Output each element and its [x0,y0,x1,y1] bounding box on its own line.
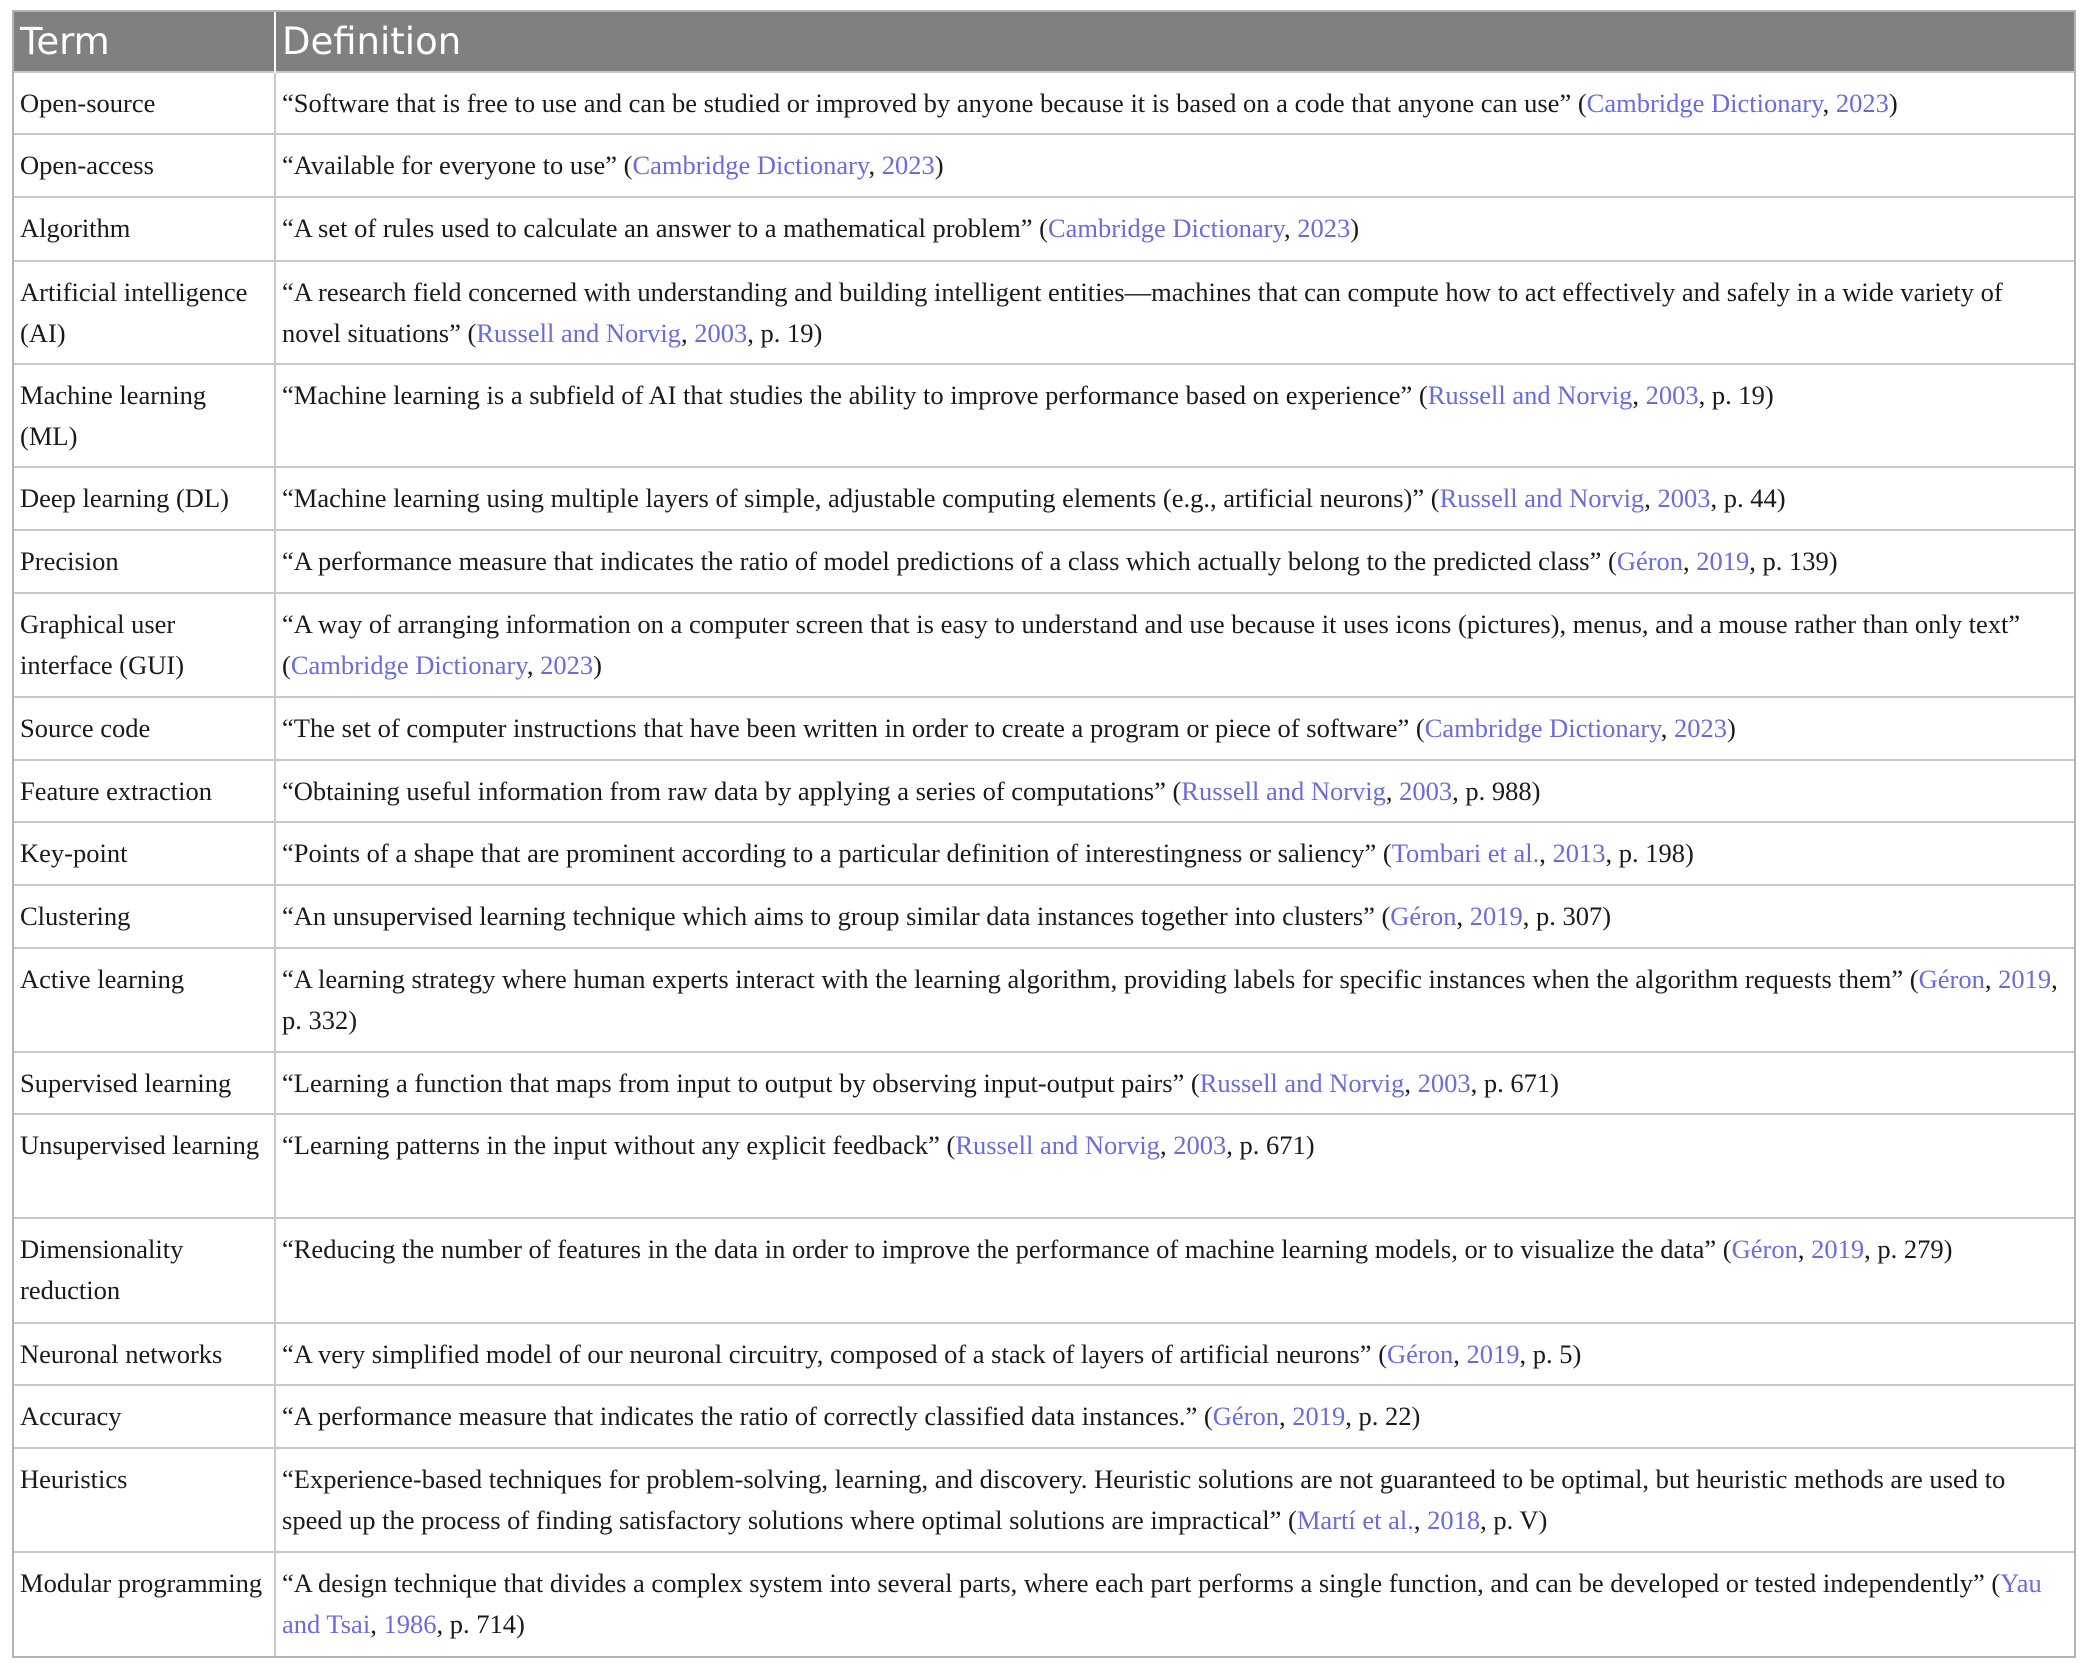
glossary-table-container [12,10,2076,1658]
definition-text: , [1279,1401,1293,1431]
definition-text: , p. 988) [1452,776,1541,807]
citation-link[interactable]: Géron [1616,546,1684,577]
definition-text: , p. 198) [1605,838,1694,869]
definition-cell [275,1052,2074,1114]
definition-cell [275,1448,2074,1551]
table-row [14,1552,2074,1657]
definition-text: “A research field concerned with understanding and building intelligent entities—machines that can compute how to act effectively and safely in a wide variety of novel situations” ( [282,276,2003,348]
definition-text: “Learning patterns in the input without any explicit feedback” ( [282,1130,956,1161]
definition-text: , [370,1608,384,1639]
definition-text: , p. 19) [1698,379,1774,410]
definition-text: “Available for everyone to use” ( [282,150,633,181]
definition-text: , p. 5) [1519,1338,1582,1369]
citation-link[interactable]: Géron [1387,1338,1454,1369]
definition-cell [275,1552,2074,1657]
definition-text: , [1644,483,1658,514]
table-row [14,134,2074,197]
definition-text: , [1453,1338,1467,1369]
definition-cell [275,530,2074,592]
definition-text: , [1404,1067,1418,1098]
definition-text: , p. 139) [1749,546,1838,577]
citation-link[interactable]: Russell and Norvig [955,1130,1160,1161]
citation-link[interactable]: Cambridge Dictionary [1048,213,1284,244]
definition-text: “A performance measure that indicates the ratio of correctly classified data instances.” ( [282,1401,1213,1431]
definition-text: ) [934,150,944,181]
term-cell: Precision [14,530,275,592]
table-header-row [14,12,2074,72]
term-cell: Algorithm [14,197,275,260]
citation-link[interactable]: 2023 [1835,88,1889,118]
term-cell: Modular programming [14,1552,275,1657]
citation-link[interactable]: Russell and Norvig [476,317,681,348]
table-body [14,72,2074,1656]
citation-link[interactable]: 2003 [694,317,748,348]
definition-text: , [1539,838,1553,869]
definition-cell [275,948,2074,1052]
table-row [14,72,2074,134]
term-cell: Open-source [14,72,275,134]
definition-text: “Reducing the number of features in the data in order to improve the performance of machine learning models, or to visualize the data” ( [282,1234,1732,1265]
citation-link[interactable]: 2023 [540,649,594,680]
definition-text: “A way of arranging information on a computer screen that is easy to understand and use because it uses icons (pictures), menus, and a mouse rather than only text” ( [282,608,2021,680]
definition-text: “A learning strategy where human experts interact with the learning algorithm, providing labels for specific instances when the algorithm requests them” ( [282,963,1919,994]
definition-cell [275,760,2074,822]
citation-link[interactable]: Géron [1731,1234,1798,1265]
term-cell: Active learning [14,948,275,1052]
term-cell: Neuronal networks [14,1323,275,1385]
definition-text: “Machine learning using multiple layers of simple, adjustable computing elements (e.g., artificial neurons)” ( [282,483,1440,514]
term-cell: Unsupervised learning [14,1114,275,1218]
definition-text: , [1413,1505,1428,1536]
definition-text: “Software that is free to use and can be studied or improved by anyone because it is based on a code that anyone can use” ( [282,88,1587,118]
definition-text: , [1822,88,1836,118]
definition-text: , [1797,1234,1812,1265]
header-definition: Definition [275,12,2074,72]
definition-cell [275,364,2074,467]
definition-text: , p. 44) [1710,483,1786,514]
term-cell: Heuristics [14,1448,275,1551]
term-cell: Key-point [14,822,275,885]
definition-text: , p. 332) [282,963,2058,1035]
definition-text: , [526,649,541,680]
definition-cell [275,697,2074,760]
citation-link[interactable]: Russell and Norvig [1439,483,1645,514]
term-cell: Source code [14,697,275,760]
table-row [14,467,2074,530]
definition-cell [275,885,2074,947]
definition-text: , p. 19) [747,317,823,348]
definition-text: , [1632,379,1646,410]
citation-link[interactable]: 2019 [1469,901,1523,932]
term-cell: Dimensionality reduction [14,1218,275,1322]
citation-link[interactable]: Géron [1918,963,1985,994]
definition-cell [275,467,2074,530]
definition-text: “The set of computer instructions that have been written in order to create a program or piece of software” ( [282,712,1425,743]
citation-link[interactable]: Russell and Norvig [1181,776,1386,807]
definition-text: “A design technique that divides a complex system into several parts, where each part performs a single function, and can be developed or tested independently” ( [282,1567,2001,1598]
citation-link[interactable]: Cambridge Dictionary [1586,88,1823,118]
definition-text: , p. V) [1480,1505,1548,1536]
citation-link[interactable]: 1986 [383,1608,437,1639]
definition-text: “Points of a shape that are prominent according to a particular definition of interestingness or saliency” ( [282,838,1392,869]
definition-text: ) [1888,88,1898,118]
definition-text: , [1984,963,1999,994]
definition-text: “Obtaining useful information from raw data by applying a series of computations” ( [282,776,1182,807]
citation-link[interactable]: Martí et al. [1296,1505,1414,1536]
citation-link[interactable]: 2003 [1173,1130,1227,1161]
definition-text: , [1159,1130,1174,1161]
citation-link[interactable]: 2023 [1297,213,1351,244]
citation-link[interactable]: 2019 [1998,963,2052,994]
definition-cell [275,261,2074,364]
table-row [14,885,2074,947]
definition-text: ) [593,649,602,680]
definition-cell [275,1114,2074,1218]
table-row [14,364,2074,467]
table-row [14,1114,2074,1218]
citation-link[interactable]: Cambridge Dictionary [632,150,869,181]
definition-text: “Experience-based techniques for problem-solving, learning, and discovery. Heuristic solutions are not guaranteed to be optimal, but heuristic methods are used to speed up the process of finding satisfactory solutions where optimal solutions are impractical” ( [282,1464,2006,1536]
citation-link[interactable]: 2019 [1696,546,1750,577]
table-row [14,1052,2074,1114]
citation-link[interactable]: Yau and Tsai [282,1567,2042,1639]
definition-text: , p. 307) [1522,901,1612,932]
term-cell: Supervised learning [14,1052,275,1114]
definition-cell [275,1323,2074,1385]
table-row [14,760,2074,822]
citation-link[interactable]: 2003 [1657,483,1711,514]
citation-link[interactable]: 2019 [1466,1338,1520,1369]
citation-link[interactable]: Géron [1212,1401,1279,1431]
table-row [14,822,2074,885]
definition-cell [275,134,2074,197]
table-row [14,697,2074,760]
table-row [14,948,2074,1052]
definition-text: , p. 671) [1470,1067,1559,1098]
definition-text: ) [1726,712,1736,743]
definition-cell [275,1385,2074,1448]
definition-text: , [680,317,695,348]
term-cell: Graphical user interface (GUI) [14,593,275,697]
definition-cell [275,72,2074,134]
citation-link[interactable]: Cambridge Dictionary [290,649,527,680]
term-cell: Feature extraction [14,760,275,822]
definition-text: , p. 22) [1345,1401,1421,1431]
definition-cell [275,593,2074,697]
definition-text: “A very simplified model of our neuronal circuitry, composed of a stack of layers of artificial neurons” ( [282,1338,1388,1369]
definition-text: “Machine learning is a subfield of AI that studies the ability to improve performance based on experience” ( [282,379,1428,410]
definition-cell [275,1218,2074,1322]
definition-text: , p. 714) [436,1608,525,1639]
citation-link[interactable]: 2003 [1645,379,1699,410]
term-cell: Clustering [14,885,275,947]
table-row [14,593,2074,697]
definition-text: ) [1350,213,1360,244]
citation-link[interactable]: 2023 [881,150,935,181]
term-cell: Accuracy [14,1385,275,1448]
definition-text: , p. 279) [1864,1234,1953,1265]
definition-text: , [1456,901,1470,932]
table-row [14,1385,2074,1448]
glossary-table [14,12,2074,1656]
citation-link[interactable]: Géron [1390,901,1457,932]
definition-text: “Learning a function that maps from input to output by observing input-output pairs” ( [282,1067,1200,1098]
definition-text: , [1283,213,1298,244]
definition-text: , [868,150,882,181]
citation-link[interactable]: 2018 [1427,1505,1481,1536]
citation-link[interactable]: Russell and Norvig [1199,1067,1405,1098]
definition-cell [275,197,2074,260]
term-cell: Deep learning (DL) [14,467,275,530]
citation-link[interactable]: 2019 [1811,1234,1865,1265]
definition-text: “A set of rules used to calculate an answer to a mathematical problem” ( [282,213,1048,244]
definition-text: , [1385,776,1400,807]
citation-link[interactable]: 2003 [1399,776,1453,807]
definition-text: , [1660,712,1674,743]
citation-link[interactable]: 2019 [1292,1401,1346,1431]
term-cell: Machine learning (ML) [14,364,275,467]
table-row [14,197,2074,260]
definition-text: , p. 671) [1226,1130,1315,1161]
definition-text: “A performance measure that indicates the ratio of model predictions of a class which actually belong to the predicted class” ( [282,546,1617,577]
definition-cell [275,822,2074,885]
table-row [14,1448,2074,1551]
citation-link[interactable]: Cambridge Dictionary [1424,712,1661,743]
table-row [14,1323,2074,1385]
table-row [14,530,2074,592]
citation-link[interactable]: 2013 [1552,838,1606,869]
citation-link[interactable]: Russell and Norvig [1427,379,1633,410]
table-row [14,1218,2074,1322]
citation-link[interactable]: 2023 [1673,712,1727,743]
header-term: Term [14,12,275,72]
citation-link[interactable]: 2003 [1417,1067,1471,1098]
definition-text: , [1683,546,1697,577]
term-cell: Artificial intelligence (AI) [14,261,275,364]
definition-text: “An unsupervised learning technique which aims to group similar data instances together into clusters” ( [282,901,1391,932]
citation-link[interactable]: Tombari et al. [1391,838,1540,869]
term-cell: Open-access [14,134,275,197]
table-row [14,261,2074,364]
